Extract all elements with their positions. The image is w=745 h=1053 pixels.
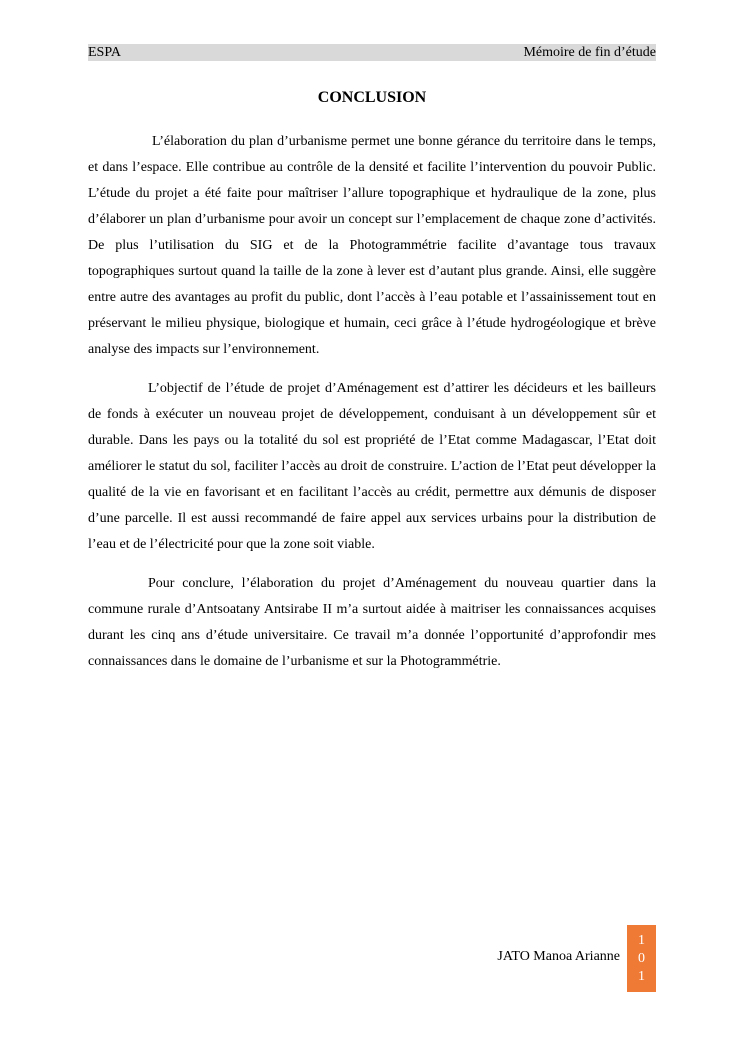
header-right-text: Mémoire de fin d’étude	[523, 45, 656, 60]
page-title: CONCLUSION	[317, 89, 427, 106]
page-number-digit: 1	[638, 932, 645, 948]
page-header	[88, 44, 656, 61]
page-number-digit: 0	[638, 950, 645, 966]
paragraph-3: Pour conclure, l’élaboration du projet d’Aménagement du nouveau quartier dans la commune rurale d’Antsoatany Antsirabe II m’a surtout aidée à maitriser les connaissances acquises durant les cinq ans d’étude universitaire. Ce travail m’a donnée l’opportunité d’approfondir mes connaissances dans le domaine de l’urbanisme et sur la Photogrammétrie.	[88, 576, 656, 669]
page-number-digit: 1	[638, 968, 645, 984]
header-left-text: ESPA	[88, 45, 121, 60]
body-text	[88, 129, 656, 688]
paragraph-1: L’élaboration du plan d’urbanisme permet une bonne gérance du territoire dans le temps, et dans l’espace. Elle contribue au contrôle de la densité et facilite l’intervention du pouvoir Public. L’étude du projet a été faite pour maîtriser l’allure topographique et hydraulique de la zone, plus d’élaborer un plan d’urbanisme pour avoir un concept sur l’emplacement de chaque zone d’activités. De plus l’utilisation du SIG et de la Photogrammétrie facilite d’avantage tous travaux topographiques surtout quand la taille de la zone à lever est d’autant plus grande. Ainsi, elle suggère entre autre des avantages au profit du public, dont l’accès à l’eau potable et l’assainissement tout en préservant le milieu physique, biologique et humain, ceci grâce à l’étude hydrogéologique et brève analyse des impacts sur l’environnement.	[88, 134, 656, 357]
page-number-badge	[627, 925, 656, 992]
footer-author: JATO Manoa Arianne	[497, 949, 620, 964]
paragraph-2: L’objectif de l’étude de projet d’Aménagement est d’attirer les décideurs et les bailleurs de fonds à exécuter un nouveau projet de développement, conduisant à un développement sûr et durable. Dans les pays ou la totalité du sol est propriété de l’Etat comme Madagascar, l’Etat doit améliorer le statut du sol, faciliter l’accès au droit de construire. L’action de l’Etat peut développer la qualité de la vie en favorisant et en facilitant l’accès au crédit, permettre aux démunis de disposer d’une parcelle. Il est aussi recommandé de faire appel aux services urbains pour la distribution de l’eau et de l’électricité pour que la zone soit viable.	[88, 381, 656, 552]
